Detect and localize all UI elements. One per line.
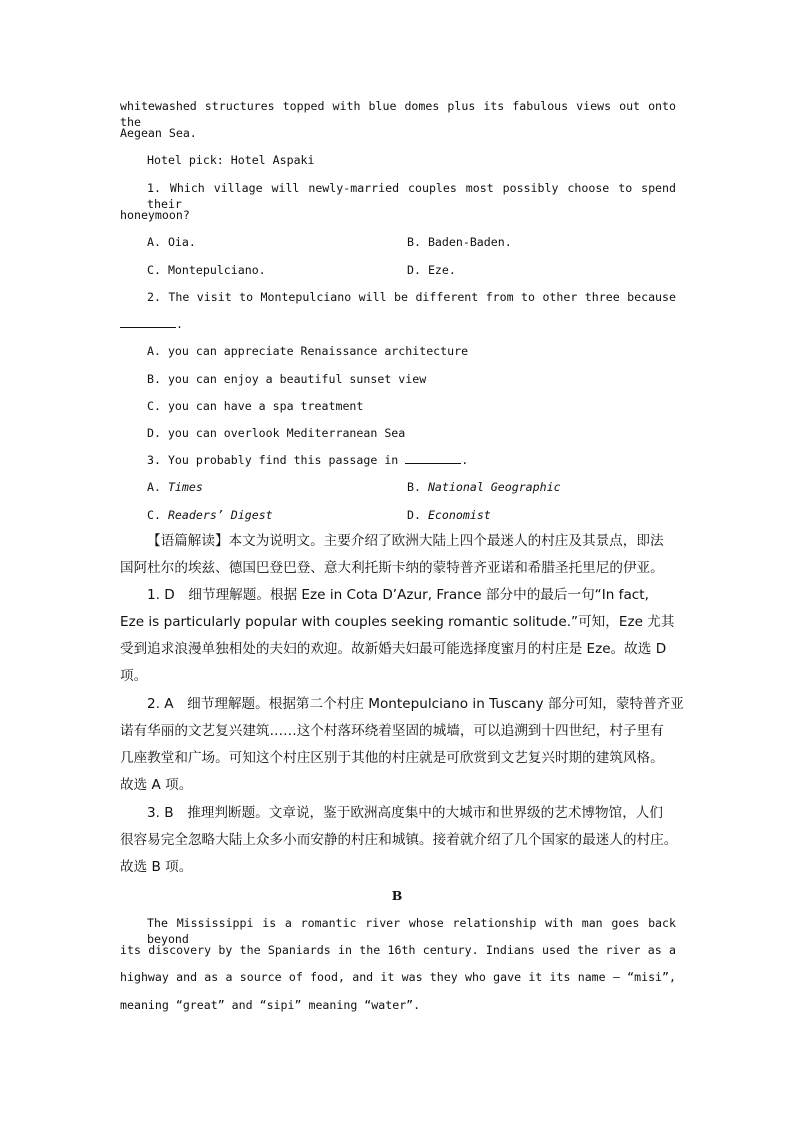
question-1-options-row-1 (147, 234, 703, 250)
question-3-options-row-2 (147, 507, 703, 523)
option-2a: A. you can appreciate Renaissance architecture (147, 344, 469, 358)
question-3-options-row-1 (147, 479, 703, 495)
answer-1-line-3: 受到追求浪漫单独相处的夫妇的欢迎。故新婚夫妇最可能选择度蜜月的村庄是 Eze。故选 D (120, 641, 667, 657)
answer-3-line-2: 很容易完全忽略大陆上众多小而安静的村庄和城镇。接着就介绍了几个国家的最迷人的村庄。 (120, 832, 678, 848)
passage-b-line-1: The Mississippi is a romantic river whose relationship with man goes back beyond (147, 916, 676, 946)
option-2d: D. you can overlook Mediterranean Sea (147, 426, 406, 440)
hotel-pick: Hotel pick: Hotel Aspaki (147, 153, 315, 167)
intro-line-1: whitewashed structures topped with blue domes plus its fabulous views out onto the (120, 99, 676, 129)
option-3b: B. National Geographic (407, 480, 561, 494)
question-2-stem-cont: . (120, 316, 676, 332)
answer-2-line-1: 2. A 细节理解题。根据第二个村庄 Montepulciano in Tuscany 部分可知，蒙特普齐亚 (147, 696, 684, 712)
analysis-summary-1: 【语篇解读】本文为说明文。主要介绍了欧洲大陆上四个最迷人的村庄及其景点，即法 (147, 533, 664, 549)
answer-1-line-1: 1. D 细节理解题。根据 Eze in Cota D’Azur, France 部分中的最后一句“In fact, (147, 587, 649, 603)
option-2c: C. you can have a spa treatment (147, 399, 364, 413)
answer-blank (405, 452, 461, 464)
question-1-stem-cont: honeymoon? (120, 208, 190, 222)
answer-blank (120, 316, 176, 328)
option-1a: A. Oia. (147, 235, 196, 249)
analysis-summary-2: 国阿杜尔的埃兹、德国巴登巴登、意大利托斯卡纳的蒙特普齐亚诺和希腊圣托里尼的伊亚。 (120, 560, 664, 576)
answer-2-line-4: 故选 A 项。 (120, 777, 193, 793)
intro-line-2: Aegean Sea. (120, 126, 197, 140)
option-1d: D. Eze. (407, 263, 456, 277)
question-1-options-row-2 (147, 262, 703, 278)
answer-2-line-2: 诺有华丽的文艺复兴建筑……这个村落环绕着坚固的城墙，可以追溯到十四世纪，村子里有 (120, 723, 664, 739)
answer-1-line-4: 项。 (120, 668, 148, 684)
question-3-stem: 3. You probably find this passage in . (147, 453, 469, 467)
option-2b: B. you can enjoy a beautiful sunset view (147, 372, 427, 386)
option-1b: B. Baden-Baden. (407, 235, 512, 249)
answer-2-line-3: 几座教堂和广场。可知这个村庄区别于其他的村庄就是可欣赏到文艺复兴时期的建筑风格。 (120, 750, 664, 766)
passage-b-line-3: highway and as a source of food, and it was they who gave it its name — “misi”, (120, 970, 676, 984)
question-1-stem: 1. Which village will newly-married couples most possibly choose to spend their (147, 181, 676, 211)
passage-b-line-2: its discovery by the Spaniards in the 16th century. Indians used the river as a (120, 943, 676, 957)
answer-3-line-1: 3. B 推理判断题。文章说，鉴于欧洲高度集中的大城市和世界级的艺术博物馆，人们 (147, 805, 663, 821)
passage-b-line-4: meaning “great” and “sipi” meaning “water”. (120, 998, 421, 1012)
section-heading: B (391, 888, 403, 903)
answer-3-line-3: 故选 B 项。 (120, 859, 193, 875)
option-3a: A. Times (147, 480, 203, 494)
question-2-stem: 2. The visit to Montepulciano will be different from to other three because (147, 290, 676, 304)
option-3d: D. Economist (407, 508, 491, 522)
option-1c: C. Montepulciano. (147, 263, 266, 277)
option-3c: C. Readers’ Digest (147, 508, 273, 522)
answer-1-line-2: Eze is particularly popular with couples seeking romantic solitude.”可知，Eze 尤其 (120, 614, 675, 630)
